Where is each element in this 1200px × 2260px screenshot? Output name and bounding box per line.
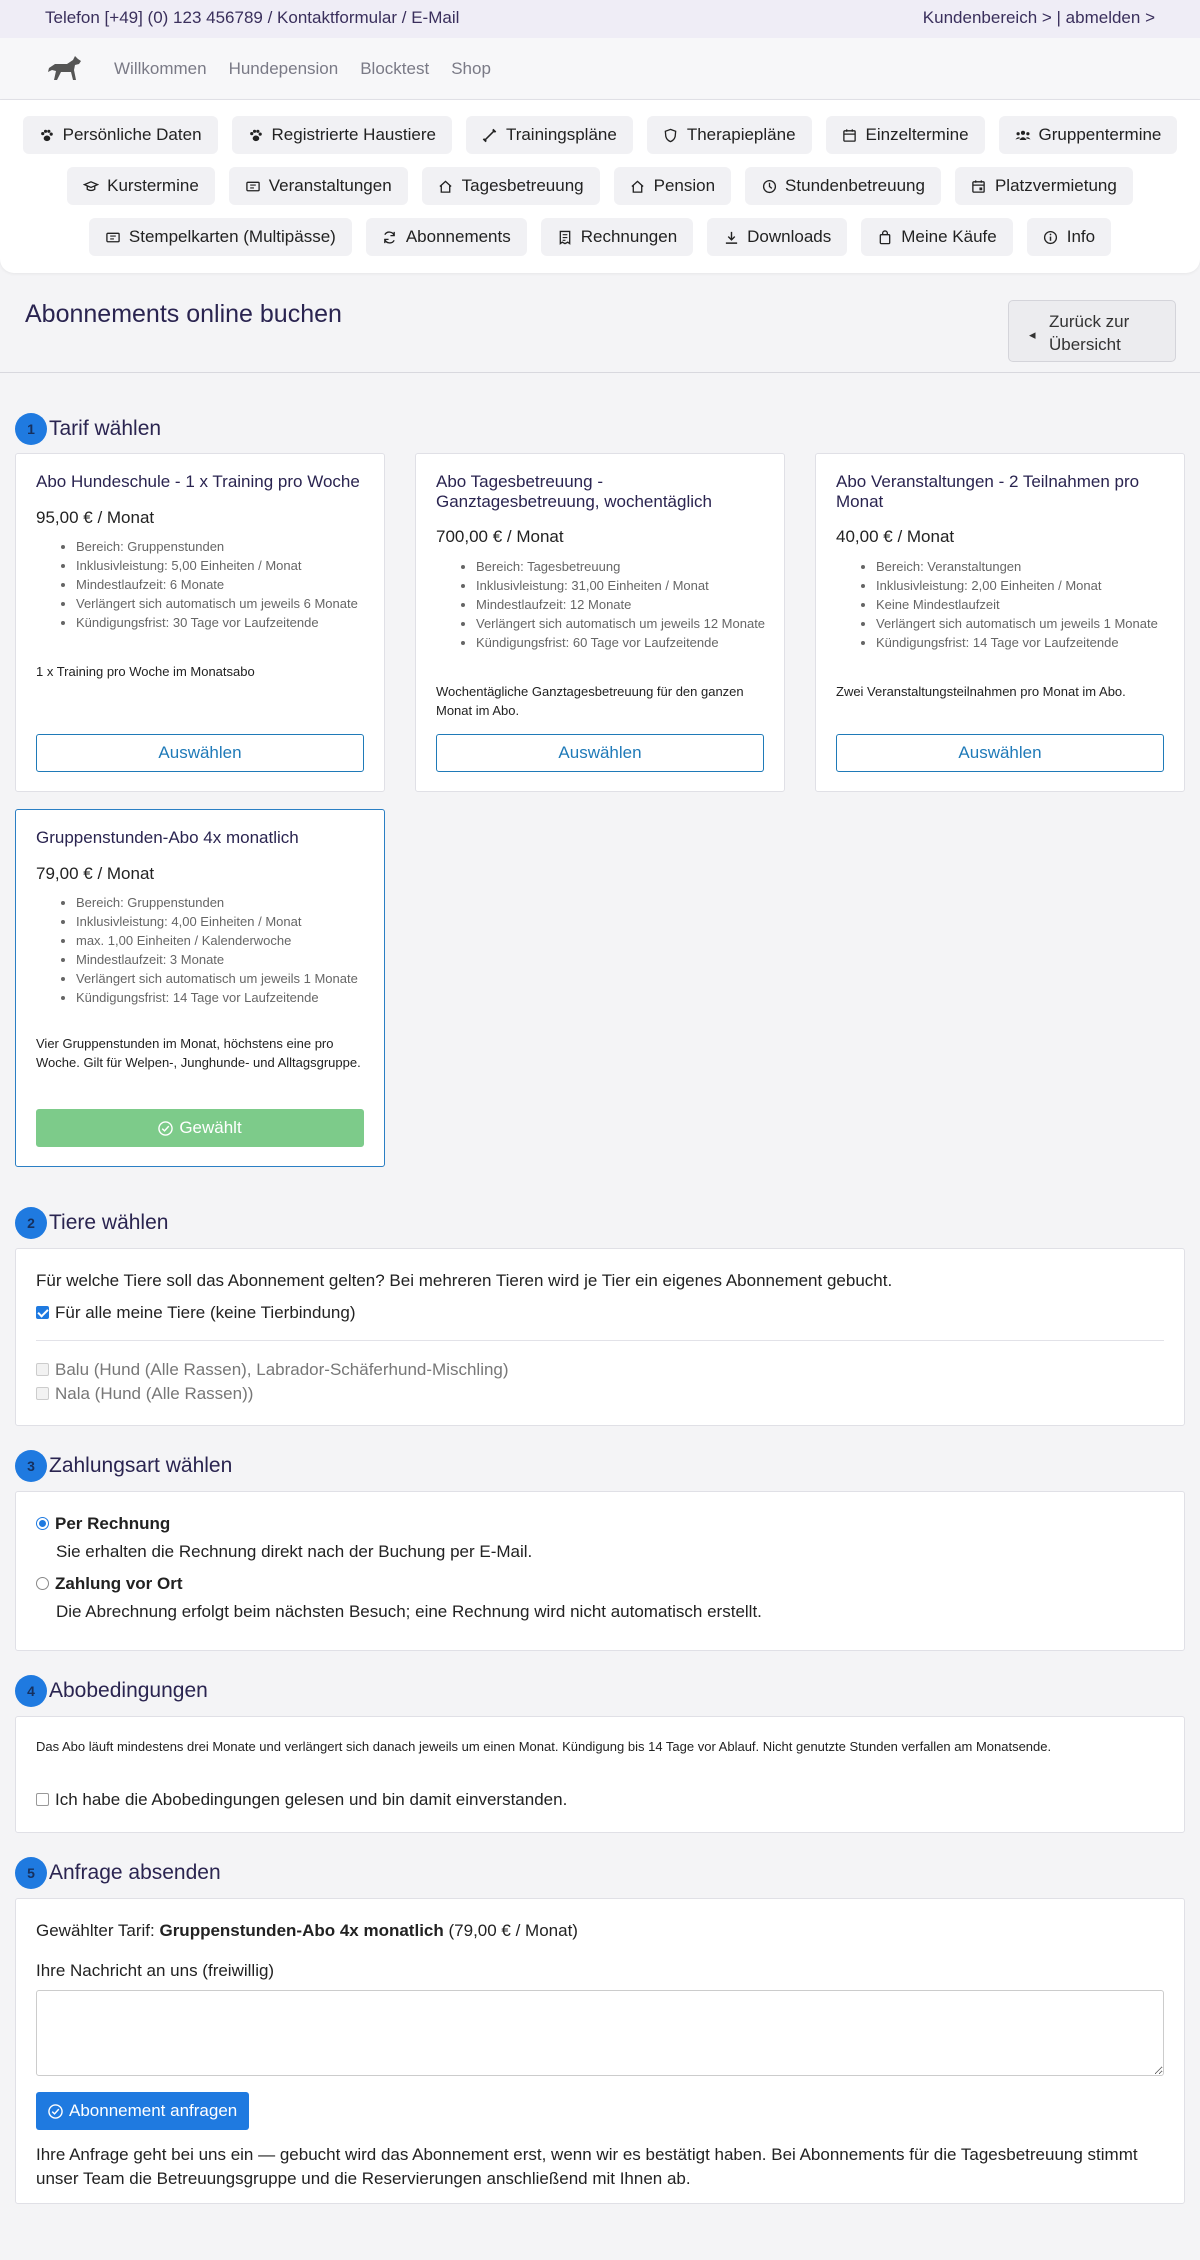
tariff-details — [76, 893, 366, 1007]
pet-checkbox-nala[interactable]: Nala (Hund (Alle Rassen)) — [36, 1384, 253, 1404]
tariff-detail: • Keine Mindestlaufzeit — [876, 595, 1166, 614]
payment-option-onsite[interactable]: Zahlung vor Ort — [36, 1574, 183, 1594]
tariff-detail: • Bereich: Tagesbetreuung — [476, 557, 766, 576]
radio-checked-icon[interactable] — [36, 1517, 49, 1530]
home-icon — [438, 178, 454, 194]
dumbbell-icon — [482, 127, 498, 143]
section-payment-heading — [15, 1449, 232, 1483]
home-icon — [630, 178, 646, 194]
menu-item[interactable] — [466, 116, 633, 154]
menu-item-label: Trainingspläne — [505, 125, 617, 144]
tariff-detail: • Mindestlaufzeit: 6 Monate — [76, 575, 366, 594]
step-number: 1 — [15, 413, 47, 445]
tariff-description: Wochentägliche Ganztagesbetreuung für den ganzen Monat im Abo. — [436, 684, 744, 718]
tariff-detail: • Mindestlaufzeit: 12 Monate — [476, 595, 766, 614]
pet-checkbox-balu[interactable]: Balu (Hund (Alle Rassen), Labrador-Schäferhund-Mischling) — [36, 1360, 509, 1380]
menu-item[interactable] — [1027, 218, 1111, 256]
tariff-card — [15, 809, 385, 1167]
menu-item-label: Gruppentermine — [1038, 125, 1162, 144]
divider — [0, 372, 1200, 373]
menu-item-label: Abonnements — [405, 227, 511, 246]
message-label: Ihre Nachricht an uns (freiwillig) — [36, 1961, 275, 1980]
tariff-select-button[interactable]: Auswählen — [36, 734, 364, 772]
section-title: Anfrage absenden — [49, 1861, 221, 1884]
tariff-card — [415, 453, 785, 792]
submit-box — [15, 1898, 1185, 2204]
menu-item-label: Tagesbetreuung — [461, 176, 584, 195]
tariff-price: 79,00 € / Monat — [36, 864, 155, 883]
tariff-detail: • Inklusivleistung: 2,00 Einheiten / Monat — [876, 576, 1166, 595]
section-tariff-heading — [15, 412, 161, 446]
menu-item-label: Stempelkarten (Multipässe) — [128, 227, 336, 246]
ticket-icon — [245, 178, 261, 194]
menu-item-label: Info — [1066, 227, 1096, 246]
tariff-detail: • Verlängert sich automatisch um jeweils 12 Monate — [476, 614, 766, 633]
clock-icon — [761, 178, 777, 194]
top-bar — [0, 0, 1200, 38]
radio-unchecked-icon[interactable] — [36, 1577, 49, 1590]
section-terms-heading — [15, 1674, 208, 1708]
paw-icon — [248, 127, 264, 143]
nav-link[interactable]: Shop — [451, 59, 491, 78]
tariff-detail: • Inklusivleistung: 31,00 Einheiten / Monat — [476, 576, 766, 595]
download-icon — [723, 229, 739, 245]
tariff-details — [476, 557, 766, 652]
tariff-description: 1 x Training pro Woche im Monatsabo — [36, 664, 255, 679]
menu-item[interactable] — [541, 218, 693, 256]
animals-question: Für welche Tiere soll das Abonnement gelten? Bei mehreren Tieren wird je Tier ein eigenes Abonnement gebucht. — [36, 1271, 893, 1290]
paw-icon — [39, 127, 55, 143]
tariff-details — [876, 557, 1166, 652]
step-number: 5 — [15, 1857, 47, 1889]
tariff-detail: • Kündigungsfrist: 60 Tage vor Laufzeitende — [476, 633, 766, 652]
payment-option-onsite-desc: Die Abrechnung erfolgt beim nächsten Besuch; eine Rechnung wird nicht automatisch erstellt. — [56, 1602, 762, 1621]
menu-item-label: Downloads — [747, 227, 832, 246]
tariff-price: 40,00 € / Monat — [836, 527, 955, 546]
menu-item[interactable] — [232, 116, 452, 154]
tariff-selected-button[interactable]: Gewählt — [36, 1109, 364, 1147]
all-animals-checkbox[interactable]: Für alle meine Tiere (keine Tierbindung) — [36, 1303, 355, 1323]
menu-item[interactable] — [861, 218, 1012, 256]
menu-item[interactable] — [745, 167, 941, 205]
tariff-name: Abo Hundeschule - 1 x Training pro Woche — [36, 472, 360, 491]
menu-item[interactable] — [229, 167, 408, 205]
menu-item[interactable] — [955, 167, 1133, 205]
tariff-detail: • Verlängert sich automatisch um jeweils 1 Monate — [876, 614, 1166, 633]
menu-item[interactable] — [707, 218, 847, 256]
menu-item-label: Therapiepläne — [686, 125, 796, 144]
check-circle-icon — [48, 2104, 63, 2119]
main-nav — [0, 38, 1200, 100]
divider — [36, 1340, 1164, 1341]
receipt-icon — [557, 229, 573, 245]
tariff-detail: • max. 1,00 Einheiten / Kalenderwoche — [76, 931, 366, 950]
menu-item-label: Stundenbetreuung — [785, 176, 925, 195]
terms-accept-checkbox[interactable]: Ich habe die Abobedingungen gelesen und bin damit einverstanden. — [36, 1790, 567, 1810]
menu-item-label: Platzvermietung — [994, 176, 1117, 195]
section-animals-heading — [15, 1206, 168, 1240]
menu-item[interactable] — [366, 218, 527, 256]
menu-item[interactable] — [89, 218, 352, 256]
section-title: Tiere wählen — [49, 1211, 169, 1234]
tariff-name: Gruppenstunden-Abo 4x monatlich — [36, 828, 299, 847]
step-number: 2 — [15, 1207, 47, 1239]
nav-link[interactable]: Blocktest — [360, 59, 430, 78]
tariff-select-button[interactable]: Auswählen — [436, 734, 764, 772]
account-menu — [0, 100, 1200, 273]
group-icon — [1015, 127, 1031, 143]
graduation-cap-icon — [83, 178, 99, 194]
tariff-details — [76, 537, 366, 632]
step-number: 3 — [15, 1450, 47, 1482]
tariff-card — [15, 453, 385, 792]
animals-box — [15, 1248, 1185, 1426]
tariff-description: Zwei Veranstaltungsteilnahmen pro Monat im Abo. — [836, 684, 1126, 699]
info-icon — [1043, 229, 1059, 245]
payment-box — [15, 1491, 1185, 1651]
nav-link[interactable]: Willkommen — [114, 59, 207, 78]
message-textarea[interactable] — [36, 1990, 1164, 2076]
menu-item-label: Registrierte Haustiere — [271, 125, 436, 144]
checkbox-checked-icon[interactable] — [36, 1306, 49, 1319]
shield-icon — [663, 127, 679, 143]
tariff-name: Abo Tagesbetreuung - Ganztagesbetreuung, wochentäglich — [436, 472, 712, 511]
chevron-left-icon: ◂ — [1029, 327, 1036, 342]
menu-item[interactable] — [647, 116, 812, 154]
terms-box — [15, 1716, 1185, 1833]
menu-item[interactable] — [422, 167, 600, 205]
tariff-price: 700,00 € / Monat — [436, 527, 564, 546]
tariff-name: Abo Veranstaltungen - 2 Teilnahmen pro Monat — [836, 472, 1140, 511]
tariff-detail: • Bereich: Gruppenstunden — [76, 537, 366, 556]
menu-item[interactable] — [826, 116, 985, 154]
tariff-detail: • Kündigungsfrist: 14 Tage vor Laufzeitende — [876, 633, 1166, 652]
submit-note: Ihre Anfrage geht bei uns ein — gebucht wird das Abonnement erst, wenn wir es bestätigt haben. Bei Abonnements für die Tagesbetreuung stimmt unser Team die Betreuungsgruppe und die Reservierungen anschließend mit Ihnen ab. — [36, 2145, 1138, 2188]
menu-item[interactable] — [614, 167, 731, 205]
section-title: Abobedingungen — [49, 1679, 208, 1702]
nav-link[interactable]: Hundepension — [228, 59, 339, 78]
section-title: Zahlungsart wählen — [49, 1454, 233, 1477]
step-number: 4 — [15, 1675, 47, 1707]
tariff-description: Vier Gruppenstunden im Monat, höchstens eine pro Woche. Gilt für Welpen-, Junghunde- und Alltagsgruppe. — [36, 1036, 361, 1070]
menu-item-label: Einzeltermine — [865, 125, 969, 144]
section-submit-heading — [15, 1856, 221, 1890]
tariff-detail: • Verlängert sich automatisch um jeweils 1 Monate — [76, 969, 366, 988]
tariff-detail: • Mindestlaufzeit: 3 Monate — [76, 950, 366, 969]
tariff-detail: • Verlängert sich automatisch um jeweils 6 Monate — [76, 594, 366, 613]
tariff-detail: • Bereich: Gruppenstunden — [76, 893, 366, 912]
check-circle-icon — [158, 1121, 173, 1136]
menu-item[interactable] — [67, 167, 215, 205]
account-links[interactable]: Kundenbereich > | abmelden > — [922, 8, 1155, 27]
bag-icon — [877, 229, 893, 245]
payment-option-invoice-desc: Sie erhalten die Rechnung direkt nach der Buchung per E-Mail. — [56, 1542, 533, 1561]
ticket-icon — [105, 229, 121, 245]
tariff-detail: • Kündigungsfrist: 14 Tage vor Laufzeitende — [76, 988, 366, 1007]
tariff-card — [815, 453, 1185, 792]
contact-links[interactable]: Telefon [+49] (0) 123 456789 / Kontaktformular / E-Mail — [45, 8, 460, 27]
menu-item-label: Veranstaltungen — [268, 176, 392, 195]
menu-item-label: Pension — [653, 176, 716, 195]
request-subscription-button[interactable]: Abonnement anfragen — [36, 2092, 249, 2130]
calendar-event-icon — [971, 178, 987, 194]
tariff-detail: • Inklusivleistung: 4,00 Einheiten / Monat — [76, 912, 366, 931]
menu-item-label: Kurstermine — [107, 176, 199, 195]
tariff-select-button[interactable]: Auswählen — [836, 734, 1164, 772]
page-title: Abonnements online buchen — [25, 300, 342, 328]
tariff-detail: • Inklusivleistung: 5,00 Einheiten / Monat — [76, 556, 366, 575]
tariff-price: 95,00 € / Monat — [36, 508, 155, 527]
tariff-detail: • Kündigungsfrist: 30 Tage vor Laufzeitende — [76, 613, 366, 632]
payment-option-invoice[interactable]: Per Rechnung — [36, 1514, 170, 1534]
back-to-overview-button[interactable]: ◂ Zurück zur Übersicht — [1008, 300, 1176, 362]
selected-tariff-summary: Gewählter Tarif: Gruppenstunden-Abo 4x monatlich (79,00 € / Monat) — [36, 1921, 578, 1940]
section-title: Tarif wählen — [49, 417, 162, 440]
menu-item-label: Rechnungen — [580, 227, 678, 246]
menu-item-label: Persönliche Daten — [62, 125, 202, 144]
tariff-detail: • Bereich: Veranstaltungen — [876, 557, 1166, 576]
menu-item[interactable] — [23, 116, 218, 154]
menu-item[interactable] — [999, 116, 1178, 154]
calendar-icon — [842, 127, 858, 143]
refresh-icon — [382, 229, 398, 245]
dog-logo-icon[interactable] — [45, 54, 83, 82]
checkbox-unchecked-icon[interactable] — [36, 1793, 49, 1806]
terms-text: Das Abo läuft mindestens drei Monate und verlängert sich danach jeweils um einen Monat. Kündigung bis 14 Tage vor Ablauf. Nicht genutzte Stunden verfallen am Monatsende. — [36, 1739, 1052, 1754]
menu-item-label: Meine Käufe — [901, 227, 997, 246]
